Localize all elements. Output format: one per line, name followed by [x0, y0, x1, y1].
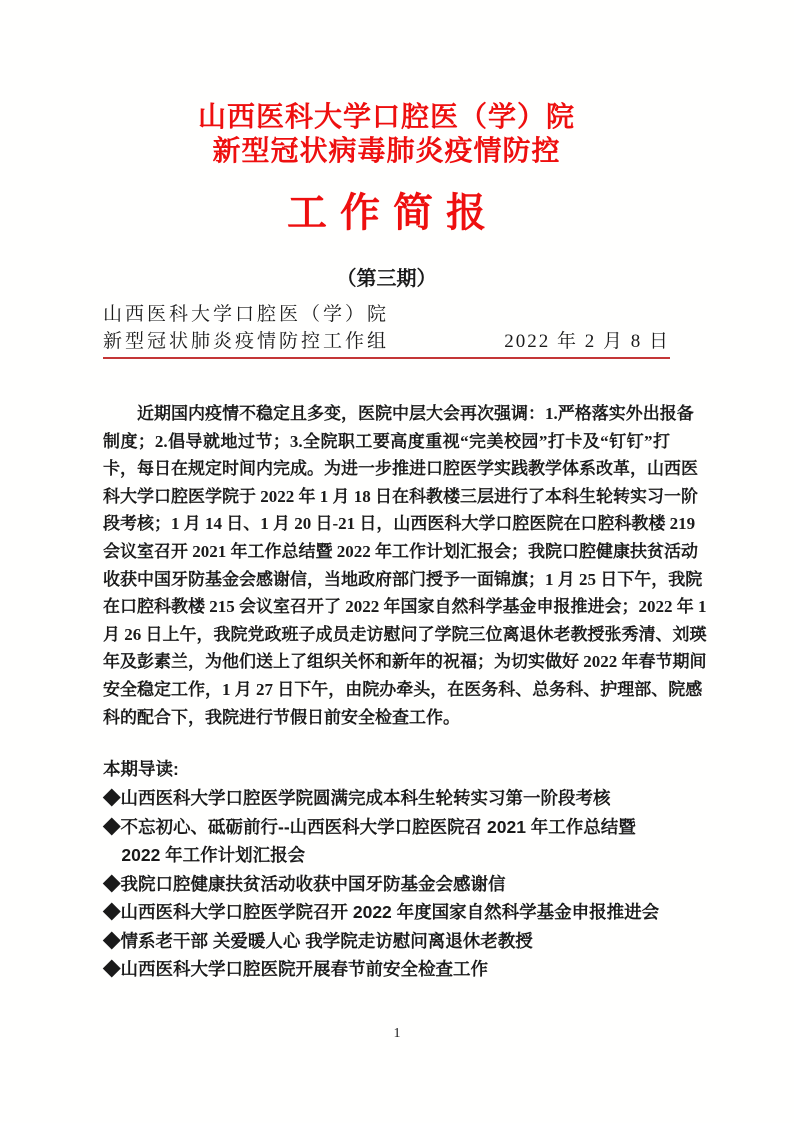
digest-item: ◆不忘初心、砥砺前行--山西医科大学口腔医院召 2021 年工作总结暨 2022 年工作计划汇报会 [103, 816, 636, 866]
digest-item: ◆山西医科大学口腔医学院圆满完成本科生轮转实习第一阶段考核 [103, 788, 611, 809]
body-line: 科的配合下，我院进行节假日前安全检查工作。 [103, 707, 460, 727]
body-line: 在口腔科教楼 215 会议室召开了 2022 年国家自然科学基金申报推进会；2022 年 1 [103, 597, 707, 617]
body-line: 年及彭素兰，为他们送上了组织关怀和新年的祝福；为切实做好 2022 年春节期间 [103, 652, 707, 672]
digest-list [103, 784, 670, 984]
body-line: 会议室召开 2021 年工作总结暨 2022 年工作计划汇报会；我院口腔健康扶贫活动 [103, 541, 698, 561]
diamond-bullet-icon: ◆ [103, 930, 121, 951]
digest-item: ◆山西医科大学口腔医学院召开 2022 年度国家自然科学基金申报推进会 [103, 902, 660, 923]
body-line: 收获中国牙防基金会感谢信，当地政府部门授予一面锦旗；1 月 25 日下午，我院 [103, 569, 703, 589]
org-line-1: 山西医科大学口腔医（学）院 [103, 304, 390, 325]
page-number: 1 [393, 1026, 401, 1041]
masthead [103, 301, 670, 357]
digest-section [103, 754, 670, 984]
digest-item: ◆山西医科大学口腔医院开展春节前安全检查工作 [103, 959, 488, 980]
digest-item: ◆情系老干部 关爱暖人心 我学院走访慰问离退休老教授 [103, 930, 533, 951]
digest-heading: 本期导读: [103, 759, 179, 780]
diamond-bullet-icon: ◆ [103, 959, 121, 980]
issue-number: （第三期） [336, 268, 437, 290]
body-line: 科大学口腔医学院于 2022 年 1 月 18 日在科教楼三层进行了本科生轮转实习一阶 [103, 486, 698, 506]
diamond-bullet-icon: ◆ [103, 816, 121, 837]
document-content [103, 0, 707, 984]
title-line-1: 山西医科大学口腔医（学）院 [197, 101, 575, 132]
issue-date: 2022 年 2 月 8 日 [504, 331, 670, 352]
title-line-2: 新型冠状病毒肺炎疫情防控 [212, 135, 561, 166]
issuing-organization [103, 301, 389, 355]
diamond-bullet-icon: ◆ [103, 788, 121, 809]
body-line: 段考核；1 月 14 日、1 月 20 日-21 日，山西医科大学口腔医院在口腔科教楼 219 [103, 514, 696, 534]
masthead-rule [103, 357, 670, 359]
body-line: 安全稳定工作，1 月 27 日下午，由院办牵头，在医务科、总务科、护理部、院感 [103, 679, 703, 699]
body-paragraph [103, 400, 707, 731]
body-line: 月 26 日上午，我院党政班子成员走访慰问了学院三位离退休老教授张秀清、刘瑛 [103, 624, 707, 644]
body-line: 制度；2.倡导就地过节；3.全院职工要高度重视“完美校园”打卡及“钉钉”打 [103, 431, 670, 451]
diamond-bullet-icon: ◆ [103, 873, 121, 894]
digest-item: ◆我院口腔健康扶贫活动收获中国牙防基金会感谢信 [103, 873, 506, 894]
body-line: 近期国内疫情不稳定且多变，医院中层大会再次强调：1.严格落实外出报备 [137, 404, 694, 423]
body-line: 卡，每日在规定时间内完成。为进一步推进口腔医学实践教学体系改革，山西医 [103, 459, 698, 479]
document-title-block [103, 100, 670, 168]
diamond-bullet-icon: ◆ [103, 902, 121, 923]
main-title: 工作简报 [287, 191, 499, 235]
org-line-2: 新型冠状肺炎疫情防控工作组 [103, 331, 390, 352]
